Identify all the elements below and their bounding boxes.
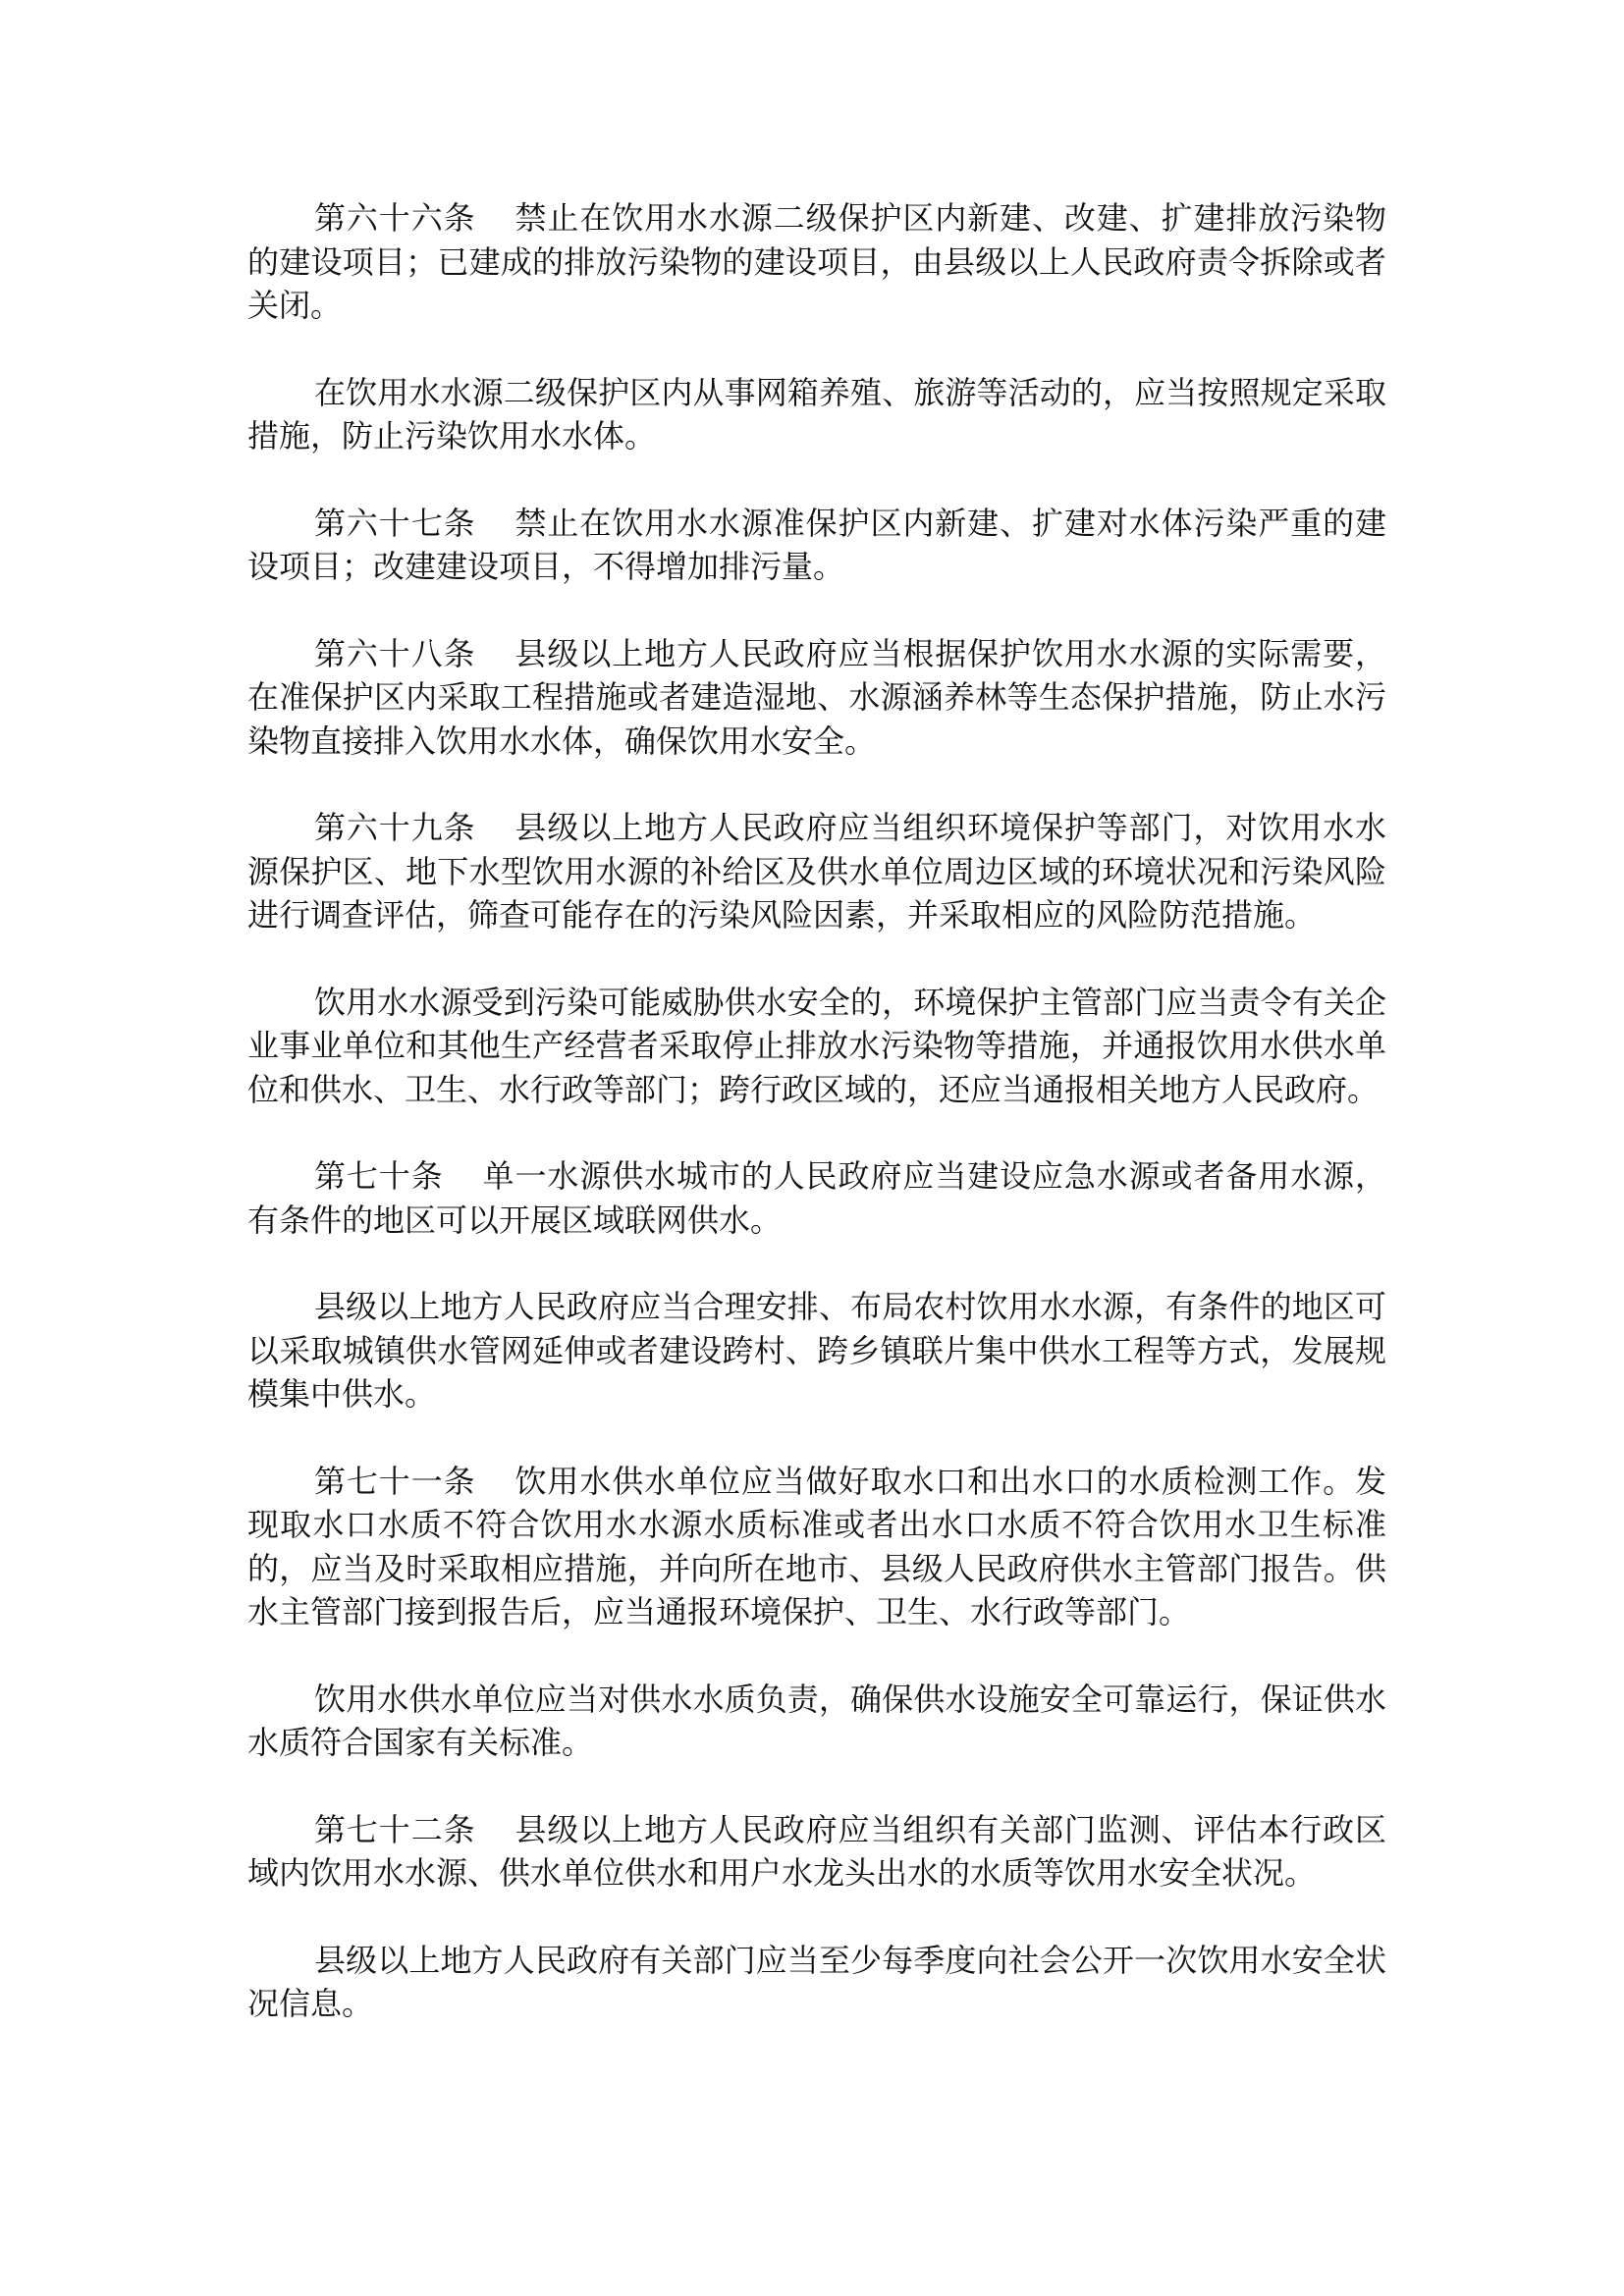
article-text: 县级以上地方人民政府应当组织环境保护等部门，对饮用水水源保护区、地下水型饮用水源的补给区及供水单位周边区域的环境状况和污染风险进行调查评估，筛查可能存在的污染风险因素，并采取相应的风险防范措施。 [247,809,1386,934]
paragraph-text: 县级以上地方人民政府有关部门应当至少每季度向社会公开一次饮用水安全状况信息。 [247,1941,1386,2022]
paragraph-article-66-clause-2 [247,371,1386,458]
article-number: 第六十七条 [314,504,476,542]
paragraph-article-71 [247,1460,1386,1634]
paragraph-article-66 [247,196,1386,328]
article-text: 单一水源供水城市的人民政府应当建设应急水源或者备用水源，有条件的地区可以开展区域联网供水。 [247,1157,1386,1239]
paragraph-article-68 [247,632,1386,764]
paragraph-text: 县级以上地方人民政府应当合理安排、布局农村饮用水水源，有条件的地区可以采取城镇供水管网延伸或者建设跨村、跨乡镇联片集中供水工程等方式，发展规模集中供水。 [247,1288,1386,1413]
paragraph-article-69-clause-2 [247,981,1386,1112]
article-text: 禁止在饮用水水源二级保护区内新建、改建、扩建排放污染物的建设项目；已建成的排放污染物的建设项目，由县级以上人民政府责令拆除或者关闭。 [247,199,1386,324]
article-number: 第七十条 [314,1157,444,1195]
paragraph-article-70-clause-2 [247,1285,1386,1416]
article-text: 县级以上地方人民政府应当根据保护饮用水水源的实际需要，在准保护区内采取工程措施或者建造湿地、水源涵养林等生态保护措施，防止水污染物直接排入饮用水水体，确保饮用水安全。 [247,634,1386,760]
paragraph-article-72-clause-2 [247,1939,1386,2026]
paragraph-text: 在饮用水水源二级保护区内从事网箱养殖、旅游等活动的，应当按照规定采取措施，防止污染饮用水水体。 [247,373,1386,454]
article-text: 禁止在饮用水水源准保护区内新建、扩建对水体污染严重的建设项目；改建建设项目，不得增加排污量。 [247,504,1386,585]
paragraph-article-67 [247,502,1386,589]
article-number: 第七十二条 [314,1810,476,1848]
paragraph-text: 饮用水水源受到污染可能威胁供水安全的，环境保护主管部门应当责令有关企业事业单位和其他生产经营者采取停止排放水污染物等措施，并通报饮用水供水单位和供水、卫生、水行政等部门；跨行政区域的，还应当通报相关地方人民政府。 [247,983,1386,1108]
article-text: 县级以上地方人民政府应当组织有关部门监测、评估本行政区域内饮用水水源、供水单位供水和用户水龙头出水的水质等饮用水安全状况。 [247,1810,1386,1892]
paragraph-article-72 [247,1808,1386,1896]
paragraph-article-71-clause-2 [247,1678,1386,1765]
paragraph-text: 饮用水供水单位应当对供水水质负责，确保供水设施安全可靠运行，保证供水水质符合国家有关标准。 [247,1680,1386,1761]
paragraph-article-69 [247,806,1386,937]
article-number: 第六十九条 [314,809,476,846]
article-number: 第六十六条 [314,199,476,237]
document-page [247,196,1386,2069]
article-text: 饮用水供水单位应当做好取水口和出水口的水质检测工作。发现取水口水质不符合饮用水水源水质标准或者出水口水质不符合饮用水卫生标准的，应当及时采取相应措施，并向所在地市、县级人民政府供水主管部门报告。供水主管部门接到报告后，应当通报环境保护、卫生、水行政等部门。 [247,1462,1386,1630]
article-number: 第七十一条 [314,1462,476,1500]
article-number: 第六十八条 [314,634,476,672]
paragraph-article-70 [247,1154,1386,1242]
